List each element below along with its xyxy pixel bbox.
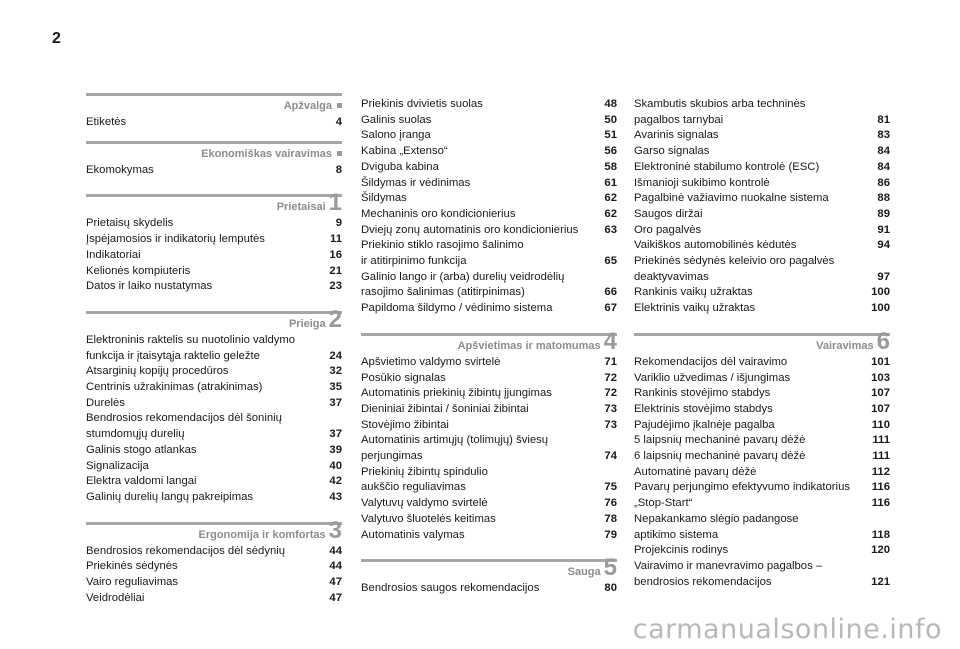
chapter-number: 5 xyxy=(603,554,617,582)
toc-entry[interactable] xyxy=(86,544,342,560)
toc-entry-title: 5 laipsnių mechaninė pavarų dėžė xyxy=(634,434,806,447)
toc-entry[interactable] xyxy=(86,490,342,506)
toc-entry-title: Dviejų zonų automatinis oro kondicionierius xyxy=(361,223,579,236)
toc-entry[interactable] xyxy=(361,371,617,387)
section-label: Apžvalga xyxy=(283,100,332,112)
chapter-number: 6 xyxy=(876,327,890,355)
toc-entry[interactable] xyxy=(634,512,890,543)
toc-entry-title: Priekinių žibintų spindulio aukščio reguliavimas xyxy=(361,465,488,494)
toc-entry[interactable] xyxy=(86,474,342,490)
toc-entry[interactable] xyxy=(361,418,617,434)
toc-entry-page: 121 xyxy=(871,575,890,588)
toc-entry-page: 89 xyxy=(877,207,890,220)
toc-entry-page: 71 xyxy=(604,355,617,368)
toc-entry-page: 110 xyxy=(871,418,890,431)
toc-entry[interactable] xyxy=(361,581,617,597)
toc-entry-title: Elektrinis vaikų užraktas xyxy=(634,302,756,315)
toc-entry-title: Centrinis užrakinimas (atrakinimas) xyxy=(86,381,263,394)
toc-entry[interactable] xyxy=(634,449,890,465)
toc-entry-page: 40 xyxy=(329,459,342,472)
toc-entry-page: 37 xyxy=(329,428,342,441)
toc-entry-title: Durelės xyxy=(86,396,125,409)
toc-entry-title: Galinio lango ir (arba) durelių veidrodėlių rasojimo šalinimas (atitirpinimas) xyxy=(361,270,565,299)
toc-entry[interactable] xyxy=(634,191,890,207)
toc-entry-title: Posūkio signalas xyxy=(361,371,446,384)
section-label: Vairavimas xyxy=(816,339,874,352)
section-header xyxy=(634,325,890,355)
toc-entry[interactable] xyxy=(634,97,890,128)
toc-entry[interactable] xyxy=(634,480,890,496)
section-label: Apšvietimas ir matomumas xyxy=(457,339,601,352)
toc-entry-title: Galinis suolas xyxy=(361,113,432,126)
toc-entry-page: 62 xyxy=(604,192,617,205)
toc-entry[interactable] xyxy=(361,128,617,144)
toc-entry-page: 72 xyxy=(604,371,617,384)
toc-column-3 xyxy=(634,97,890,590)
toc-entry-page: 11 xyxy=(330,233,342,246)
section-label: Sauga xyxy=(567,566,601,579)
toc-entry[interactable] xyxy=(361,97,617,113)
toc-entry[interactable] xyxy=(634,301,890,317)
section-label: Ekonomiškas vairavimas xyxy=(201,147,332,160)
toc-entry-title: Pagalbinė važiavimo nuokalne sistema xyxy=(634,192,829,205)
toc-entry-page: 42 xyxy=(329,475,342,488)
toc-entry-title: Bendrosios saugos rekomendacijos xyxy=(361,582,540,595)
toc-entry-title: Galinių durelių langų pakreipimas xyxy=(86,490,254,503)
toc-entry-page: 58 xyxy=(604,160,617,173)
toc-entry-page: 116 xyxy=(871,497,890,510)
toc-entry-page: 100 xyxy=(871,302,890,315)
section-title xyxy=(457,327,617,355)
toc-entry[interactable] xyxy=(634,144,890,160)
toc-entry-title: Apšvietimo valdymo svirtelė xyxy=(361,355,501,368)
toc-entry[interactable] xyxy=(634,238,890,254)
toc-entry-page: 37 xyxy=(329,396,342,409)
toc-entry-title: Valytuvų valdymo svirtelė xyxy=(361,497,488,510)
toc-entry-page: 61 xyxy=(604,176,617,189)
toc-entry-title: Valytuvo šluotelės keitimas xyxy=(361,512,496,525)
toc-entry[interactable] xyxy=(361,355,617,371)
toc-entry-title: Automatinis priekinių žibintų įjungimas xyxy=(361,387,552,400)
toc-entry[interactable] xyxy=(361,433,617,464)
toc-entry-page: 66 xyxy=(604,286,617,299)
toc-entry-title: „Stop-Start“ xyxy=(634,497,693,510)
toc-entry[interactable] xyxy=(361,238,617,269)
toc-entry-title: Skambutis skubios arba techninės pagalbos tarnybai xyxy=(634,98,806,126)
toc-entry-title: Atsarginių kopijų procedūros xyxy=(86,365,229,378)
toc-entry[interactable] xyxy=(634,223,890,239)
toc-entry-page: 103 xyxy=(871,371,890,384)
toc-entry[interactable] xyxy=(86,575,342,591)
toc-entry-title: Bendrosios rekomendacijos dėl šoninių stumdomųjų durelių xyxy=(86,412,282,441)
toc-entry-page: 4 xyxy=(335,116,342,128)
toc-entry[interactable] xyxy=(86,559,342,575)
toc-entry-title: Priekinio stiklo rasojimo šalinimo ir atitirpinimo funkcija xyxy=(361,239,524,268)
toc-entry-title: 6 laipsnių mechaninė pavarų dėžė xyxy=(634,450,806,463)
toc-entry-title: Oro pagalvės xyxy=(634,223,702,236)
toc-entry-page: 101 xyxy=(871,355,890,368)
square-bullet-icon xyxy=(337,151,342,156)
toc-entry[interactable] xyxy=(634,496,890,512)
toc-entry-title: Ekomokymas xyxy=(86,163,154,176)
toc-entry-page: 44 xyxy=(329,544,342,557)
toc-entry-page: 80 xyxy=(604,582,617,595)
toc-entry-page: 23 xyxy=(329,280,342,293)
toc-entry-title: Pajudėjimo įkalnėje pagalba xyxy=(634,418,775,431)
watermark: carmanualsonline.info xyxy=(632,614,942,645)
toc-entry-page: 118 xyxy=(871,528,890,541)
section-title xyxy=(816,327,890,355)
toc-entry[interactable] xyxy=(86,443,342,459)
toc-entry-page: 84 xyxy=(877,145,890,158)
toc-entry-title: Vairo reguliavimas xyxy=(86,576,179,589)
toc-entry-page: 107 xyxy=(871,402,890,415)
toc-entry-page: 16 xyxy=(329,248,342,261)
toc-entry[interactable] xyxy=(634,207,890,223)
toc-entry-page: 48 xyxy=(604,98,617,110)
toc-entry-page: 51 xyxy=(604,129,617,142)
toc-entry-page: 39 xyxy=(329,443,342,456)
toc-entry-title: Prietaisų skydelis xyxy=(86,217,174,230)
section-label: Ergonomija ir komfortas xyxy=(198,528,326,541)
section-title xyxy=(276,189,342,217)
toc-entry[interactable] xyxy=(86,248,342,264)
section-divider xyxy=(86,141,342,144)
toc-entry[interactable] xyxy=(86,216,342,232)
toc-entry[interactable] xyxy=(634,285,890,301)
toc-entry-page: 78 xyxy=(604,512,617,525)
toc-entry-title: Šildymas ir vėdinimas xyxy=(361,176,471,189)
toc-entry[interactable] xyxy=(86,163,342,179)
toc-entry-title: Rankinis vaikų užraktas xyxy=(634,286,753,299)
toc-entry[interactable] xyxy=(634,128,890,144)
toc-entry-title: Rekomendacijos dėl vairavimo xyxy=(634,355,788,368)
toc-entry-title: Vaikiškos automobilinės kėdutės xyxy=(634,239,797,252)
toc-entry-page: 72 xyxy=(604,387,617,400)
toc-entry[interactable] xyxy=(86,279,342,295)
toc-entry[interactable] xyxy=(361,160,617,176)
toc-entry-page: 21 xyxy=(329,264,342,277)
toc-entry-page: 32 xyxy=(329,365,342,378)
toc-entry-title: Etiketės xyxy=(86,116,127,128)
toc-entry[interactable] xyxy=(634,559,890,590)
toc-entry-title: Automatinis artimųjų (tolimųjų) šviesų perjungimas xyxy=(361,434,549,463)
toc-entry-page: 47 xyxy=(329,591,342,604)
toc-entry[interactable] xyxy=(86,115,342,131)
section-title xyxy=(284,100,342,112)
section-title xyxy=(201,148,342,160)
toc-entry-page: 73 xyxy=(604,418,617,431)
toc-entry[interactable] xyxy=(361,207,617,223)
toc-entry-title: Elektrinis stovėjimo stabdys xyxy=(634,402,773,415)
toc-entry[interactable] xyxy=(634,176,890,192)
toc-entry-title: Indikatoriai xyxy=(86,248,141,261)
toc-entry-title: Dieniniai žibintai / šoniniai žibintai xyxy=(361,402,529,415)
section-header xyxy=(86,514,342,544)
toc-entry-page: 97 xyxy=(877,270,890,283)
toc-entry-title: Kelionės kompiuteris xyxy=(86,264,191,277)
toc-entry-title: Elektroninė stabilumo kontrolė (ESC) xyxy=(634,160,820,173)
toc-entry[interactable] xyxy=(634,402,890,418)
toc-entry[interactable] xyxy=(634,465,890,481)
toc-entry-page: 62 xyxy=(604,207,617,220)
toc-entry[interactable] xyxy=(361,270,617,301)
toc-entry-page: 111 xyxy=(872,434,890,447)
section-header xyxy=(361,551,617,581)
toc-column-2 xyxy=(361,97,617,597)
toc-entry-title: Šildymas xyxy=(361,192,407,205)
toc-entry[interactable] xyxy=(361,465,617,496)
toc-entry-page: 120 xyxy=(871,544,890,557)
toc-entry-title: Automatinis valymas xyxy=(361,528,465,541)
toc-entry[interactable] xyxy=(86,364,342,380)
toc-entry-title: Rankinis stovėjimo stabdys xyxy=(634,387,771,400)
toc-entry[interactable] xyxy=(634,254,890,285)
toc-entry[interactable] xyxy=(634,418,890,434)
toc-entry[interactable] xyxy=(361,144,617,160)
section-header xyxy=(86,303,342,333)
section-title xyxy=(288,305,342,333)
chapter-number: 3 xyxy=(328,516,342,544)
toc-entry-title: Elektroninis raktelis su nuotolinio valdymo funkcija ir įtaisytąja raktelio geležte xyxy=(86,333,296,362)
toc-entry[interactable] xyxy=(86,396,342,412)
toc-entry-page: 91 xyxy=(877,223,890,236)
toc-entry-title: Išmanioji sukibimo kontrolė xyxy=(634,176,770,189)
toc-entry[interactable] xyxy=(86,591,342,607)
toc-entry-page: 88 xyxy=(877,192,890,205)
toc-entry-page: 86 xyxy=(877,176,890,189)
section-header xyxy=(86,139,342,163)
toc-entry-title: Priekinės sėdynės keleivio oro pagalvės deaktyvavimas xyxy=(634,255,835,283)
toc-entry-page: 84 xyxy=(877,160,890,173)
toc-entry[interactable] xyxy=(86,380,342,396)
toc-entry-title: Veidrodėliai xyxy=(86,591,145,604)
toc-entry-title: Papildoma šildymo / vėdinimo sistema xyxy=(361,302,553,315)
toc-entry[interactable] xyxy=(634,543,890,559)
toc-entry[interactable] xyxy=(86,411,342,442)
toc-entry-page: 63 xyxy=(604,223,617,236)
toc-entry-title: Bendrosios rekomendacijos dėl sėdynių xyxy=(86,544,286,557)
toc-entry[interactable] xyxy=(361,191,617,207)
toc-entry[interactable] xyxy=(361,176,617,192)
toc-entry[interactable] xyxy=(361,528,617,544)
section-header xyxy=(361,325,617,355)
section-header xyxy=(86,186,342,216)
toc-column-1 xyxy=(86,91,342,606)
toc-entry-title: Priekinis dvivietis suolas xyxy=(361,98,483,110)
toc-entry-title: Vairavimo ir manevravimo pagalbos – bendrosios rekomendacijos xyxy=(634,559,823,588)
section-label: Prieiga xyxy=(288,317,326,330)
toc-entry-title: Projekcinis rodinys xyxy=(634,544,729,557)
section-divider xyxy=(86,93,342,96)
toc-entry[interactable] xyxy=(634,160,890,176)
toc-entry-page: 24 xyxy=(329,349,342,362)
toc-entry[interactable] xyxy=(634,386,890,402)
square-bullet-icon xyxy=(337,103,342,108)
toc-entry-title: Automatinė pavarų dėžė xyxy=(634,465,757,478)
toc-entry-title: Priekinės sėdynės xyxy=(86,560,178,573)
toc-entry-title: Dviguba kabina xyxy=(361,160,439,173)
toc-entry-title: Nepakankamo slėgio padangose aptikimo sistema xyxy=(634,512,799,541)
toc-entry-page: 111 xyxy=(872,450,890,463)
toc-entry-page: 9 xyxy=(335,217,342,230)
toc-entry-page: 47 xyxy=(329,576,342,589)
toc-entry-page: 107 xyxy=(871,387,890,400)
toc-entry-title: Variklio užvedimas / išjungimas xyxy=(634,371,791,384)
toc-entry-page: 100 xyxy=(871,286,890,299)
toc-entry-title: Kabina „Extenso“ xyxy=(361,145,448,158)
toc-entry-title: Stovėjimo žibintai xyxy=(361,418,449,431)
toc-entry-page: 81 xyxy=(877,113,890,126)
toc-entry-page: 94 xyxy=(877,239,890,252)
section-title xyxy=(198,516,343,544)
toc-entry-title: Galinis stogo atlankas xyxy=(86,443,197,456)
toc-entry-page: 75 xyxy=(604,481,617,494)
toc-entry-page: 74 xyxy=(604,450,617,463)
chapter-number: 2 xyxy=(328,305,342,333)
toc-entry[interactable] xyxy=(361,496,617,512)
section-title xyxy=(567,554,617,582)
toc-entry[interactable] xyxy=(634,433,890,449)
toc-entry-page: 65 xyxy=(604,255,617,268)
toc-entry[interactable] xyxy=(361,301,617,317)
toc-entry-page: 116 xyxy=(871,481,890,494)
toc-entry-title: Pavarų perjungimo efektyvumo indikatorius xyxy=(634,481,851,494)
toc-entry-page: 8 xyxy=(335,163,342,176)
toc-entry-page: 112 xyxy=(871,465,890,478)
toc-entry-page: 35 xyxy=(329,381,342,394)
toc-entry-page: 50 xyxy=(604,113,617,126)
toc-entry-page: 76 xyxy=(604,497,617,510)
toc-entry-title: Signalizacija xyxy=(86,459,149,472)
toc-entry-page: 56 xyxy=(604,145,617,158)
toc-entry[interactable] xyxy=(86,232,342,248)
toc-entry[interactable] xyxy=(361,386,617,402)
toc-entry-page: 73 xyxy=(604,402,617,415)
toc-entry-page: 79 xyxy=(604,528,617,541)
toc-entry[interactable] xyxy=(361,223,617,239)
toc-entry-title: Saugos diržai xyxy=(634,207,703,220)
toc-entry-title: Datos ir laiko nustatymas xyxy=(86,280,213,293)
toc-entry-page: 83 xyxy=(877,129,890,142)
toc-entry-title: Įspėjamosios ir indikatorių lemputės xyxy=(86,233,265,246)
toc-entry[interactable] xyxy=(634,371,890,387)
toc-entry-title: Avarinis signalas xyxy=(634,129,719,142)
toc-entry[interactable] xyxy=(634,355,890,371)
toc-entry-title: Elektra valdomi langai xyxy=(86,475,197,488)
section-label: Prietaisai xyxy=(276,201,326,214)
section-header xyxy=(86,91,342,115)
page-number: 2 xyxy=(52,30,61,47)
toc-entry[interactable] xyxy=(86,333,342,364)
toc-entry[interactable] xyxy=(86,459,342,475)
toc-entry-title: Salono įranga xyxy=(361,129,431,142)
toc-entry[interactable] xyxy=(86,264,342,280)
toc-entry[interactable] xyxy=(361,402,617,418)
chapter-number: 1 xyxy=(328,189,342,217)
toc-entry-page: 67 xyxy=(604,302,617,315)
toc-entry[interactable] xyxy=(361,113,617,129)
chapter-number: 4 xyxy=(603,327,617,355)
toc-entry-title: Garso signalas xyxy=(634,145,710,158)
toc-entry[interactable] xyxy=(361,512,617,528)
toc-entry-page: 44 xyxy=(329,560,342,573)
toc-entry-title: Mechaninis oro kondicionierius xyxy=(361,207,516,220)
toc-entry-page: 43 xyxy=(329,490,342,503)
